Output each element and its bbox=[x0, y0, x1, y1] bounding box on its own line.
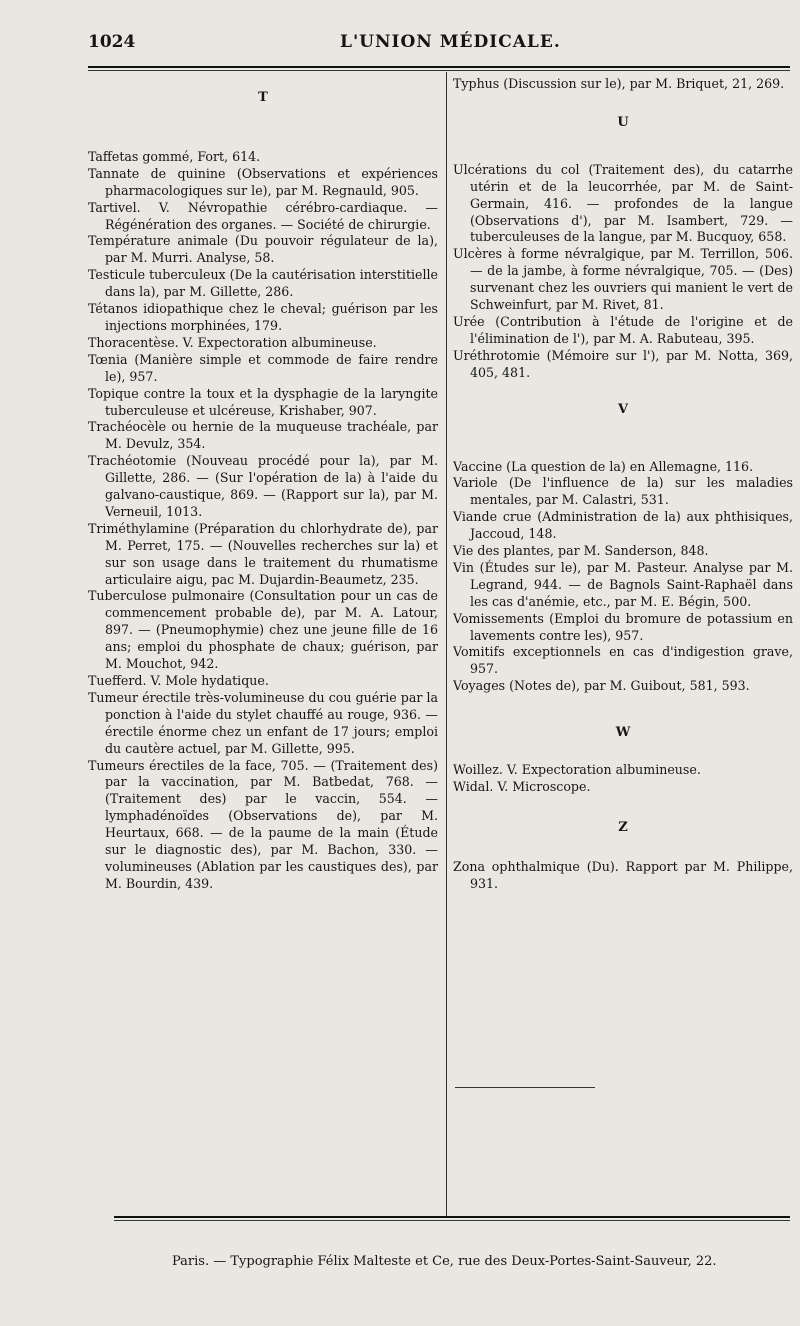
page-header bbox=[88, 32, 788, 60]
index-entry: Trachéocèle ou hernie de la muqueuse trachéale, par M. Devulz, 354. bbox=[88, 419, 438, 452]
index-entry: Ulcères à forme névralgique, par M. Terrillon, 506. — de la jambe, à forme névralgique, 705. — (Des) survenant chez les ouvriers qui manient le vert de Schweinfurt, par M. Rivet, 81. bbox=[453, 246, 793, 313]
index-entry: Tumeurs érectiles de la face, 705. — (Traitement des) par la vaccination, par M. Batbedat, 768. — (Traitement des) par le vaccin, 554. — lymphadénoïdes (Observations de), par M. Heurtaux, 668. — de la paume de la main (Étude sur le diagnostic des), par M. Bachon, 330. — volumineuses (Ablation par les caustiques des), par M. Bourdin, 439. bbox=[88, 757, 438, 891]
index-entry: Zona ophthalmique (Du). Rapport par M. Philippe, 931. bbox=[453, 858, 793, 891]
index-entry: Tumeur érectile très-volumineuse du cou guérie par la ponction à l'aide du stylet chauffé au rouge, 936. — érectile énorme chez un enfant de 17 jours; emploi du cautère actuel, par M. Gillette, 995. bbox=[88, 689, 438, 756]
page-number: 1024 bbox=[88, 32, 136, 52]
column-divider bbox=[446, 72, 447, 1217]
index-entry: Thoracentèse. V. Expectoration albumineuse. bbox=[88, 334, 377, 350]
index-entry: Vomitifs exceptionnels en cas d'indigestion grave, 957. bbox=[453, 644, 793, 677]
left-column bbox=[88, 76, 438, 893]
index-entry: Trachéotomie (Nouveau procédé pour la), par M. Gillette, 286. — (Sur l'opération de la) à l'aide du galvano-caustique, 869. — (Rapport sur la), par M. Verneuil, 1013. bbox=[88, 453, 438, 519]
index-entry: Woillez. V. Expectoration albumineuse. bbox=[453, 762, 701, 778]
index-entry: Triméthylamine (Préparation du chlorhydrate de), par M. Perret, 175. — (Nouvelles recherches sur la) et sur son usage dans le traitement du rhumatisme articulaire aigu, pac M. Dujardin-Beaumetz, 235. bbox=[88, 520, 438, 587]
section-letter-t: T bbox=[258, 90, 268, 105]
column-end-rule bbox=[455, 1087, 595, 1088]
index-entry: Tartivel. V. Névropathie cérébro-cardiaque. — Régénération des organes. — Société de chirurgie. bbox=[88, 199, 438, 232]
index-entry: Widal. V. Microscope. bbox=[453, 779, 591, 794]
section-letter-z: Z bbox=[618, 819, 628, 835]
index-entry: Vie des plantes, par M. Sanderson, 848. bbox=[453, 543, 709, 559]
printer-imprint: Paris. — Typographie Félix Malteste et Ce, rue des Deux-Portes-Saint-Sauveur, 22. bbox=[172, 1254, 717, 1269]
section-letter-w: W bbox=[615, 725, 631, 741]
index-entry: Température animale (Du pouvoir régulateur de la), par M. Murri. Analyse, 58. bbox=[88, 233, 438, 266]
index-entry: Tœnia (Manière simple et commode de faire rendre le), 957. bbox=[88, 351, 438, 384]
index-entry: Urée (Contribution à l'étude de l'origine et de l'élimination de l'), par M. A. Rabuteau, 395. bbox=[453, 313, 793, 346]
index-entry: Topique contre la toux et la dysphagie de la laryngite tuberculeuse et ulcéreuse, Krishaber, 907. bbox=[88, 385, 438, 418]
index-entry: Tuefferd. V. Mole hydatique. bbox=[88, 673, 269, 688]
index-entry: Viande crue (Administration de la) aux phthisiques, Jaccoud, 148. bbox=[453, 509, 793, 542]
index-entry: Tannate de quinine (Observations et expériences pharmacologiques sur le), par M. Regnauld, 905. bbox=[88, 165, 438, 198]
section-letter-u: U bbox=[617, 114, 629, 130]
footer-rule-thin bbox=[114, 1220, 790, 1221]
index-entry: Ulcérations du col (Traitement des), du catarrhe utérin et de la leucorrhée, par M. de Saint-Germain, 416. — profondes de la langue (Observations d'), par M. Isambert, 729. — tuberculeuses de la langue, par M. Bucquoy, 658. bbox=[453, 161, 793, 245]
running-title: L'UNION MÉDICALE. bbox=[340, 32, 561, 52]
right-column bbox=[453, 76, 793, 893]
index-entry: Vomissements (Emploi du bromure de potassium en lavements contre les), 957. bbox=[453, 610, 793, 643]
index-entry: Testicule tuberculeux (De la cautérisation interstitielle dans la), par M. Gillette, 286. bbox=[88, 267, 438, 300]
index-entry: Vaccine (La question de la) en Allemagne, 116. bbox=[453, 458, 754, 474]
index-entry: Vin (Études sur le), par M. Pasteur. Analyse par M. Legrand, 944. — de Bagnols Saint-Raphaël dans les cas d'anémie, etc., par M. E. Bégin, 500. bbox=[453, 559, 793, 609]
index-entry: Tétanos idiopathique chez le cheval; guérison par les injections morphinées, 179. bbox=[88, 301, 438, 333]
index-entry: Tuberculose pulmonaire (Consultation pour un cas de commencement probable de), par M. A. Latour, 897. — (Pneumophymie) chez une jeune fille de 16 ans; emploi du phosphate de chaux; guérison, par M. Mouchot, 942. bbox=[88, 588, 438, 672]
index-entry: Variole (De l'influence de la) sur les maladies mentales, par M. Calastri, 531. bbox=[453, 475, 793, 508]
index-entry: Uréthrotomie (Mémoire sur l'), par M. Notta, 369, 405, 481. bbox=[453, 347, 793, 380]
index-entry: Voyages (Notes de), par M. Guibout, 581, 593. bbox=[453, 678, 750, 694]
index-entry: Typhus (Discussion sur le), par M. Briquet, 21, 269. bbox=[453, 76, 785, 91]
header-rule-thin bbox=[88, 70, 790, 71]
section-letter-v: V bbox=[617, 401, 629, 417]
index-entry: Taffetas gommé, Fort, 614. bbox=[88, 148, 261, 164]
footer-rule bbox=[114, 1216, 790, 1218]
header-rule bbox=[88, 66, 790, 68]
